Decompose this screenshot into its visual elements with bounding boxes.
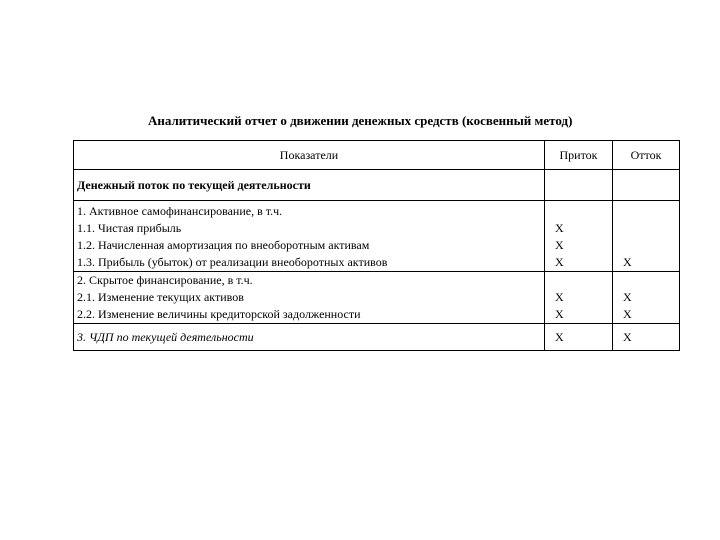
total-inflow: Х	[545, 324, 613, 351]
group2-line-1: 2. Скрытое финансирование, в т.ч.	[77, 273, 253, 287]
total-outflow: Х	[613, 324, 680, 351]
group1-line-2: 1.1. Чистая прибыль	[77, 221, 182, 235]
group1-line-1: 1. Активное самофинансирование, в т.ч.	[77, 204, 283, 218]
header-inflow: Приток	[545, 141, 613, 170]
group1-inflow-3: Х	[555, 255, 564, 269]
group1-indicators	[74, 201, 545, 272]
header-indicators: Показатели	[74, 141, 545, 170]
group1-outflow	[613, 201, 680, 272]
total-label: 3. ЧДП по текущей деятельности	[74, 324, 545, 351]
section-inflow-cell	[545, 170, 613, 201]
group1-inflow	[545, 201, 613, 272]
group2-line-3: 2.2. Изменение величины кредиторской задолженности	[77, 307, 361, 321]
header-row	[74, 141, 680, 170]
group2-inflow	[545, 272, 613, 324]
group2-indicators	[74, 272, 545, 324]
group2-outflow	[613, 272, 680, 324]
group2-inflow-1: Х	[555, 290, 564, 304]
report-title: Аналитический отчет о движении денежных средств (косвенный метод)	[148, 113, 573, 128]
group1-line-4: 1.3. Прибыль (убыток) от реализации внеоборотных активов	[77, 255, 388, 269]
group1-line-3: 1.2. Начисленная амортизация по внеоборотным активам	[77, 238, 370, 252]
section-row	[74, 170, 680, 201]
group2-inflow-2: Х	[555, 307, 564, 321]
header-outflow: Отток	[613, 141, 680, 170]
group1-row	[74, 201, 680, 272]
group1-inflow-2: Х	[555, 238, 564, 252]
group2-row	[74, 272, 680, 324]
total-row	[74, 324, 680, 351]
group1-inflow-1: Х	[555, 221, 564, 235]
group2-outflow-2: Х	[623, 307, 632, 321]
section-outflow-cell	[613, 170, 680, 201]
group1-outflow-1: Х	[623, 255, 632, 269]
group2-outflow-1: Х	[623, 290, 632, 304]
group2-line-2: 2.1. Изменение текущих активов	[77, 290, 244, 304]
cash-flow-table	[73, 140, 680, 351]
section-label: Денежный поток по текущей деятельности	[74, 170, 545, 201]
